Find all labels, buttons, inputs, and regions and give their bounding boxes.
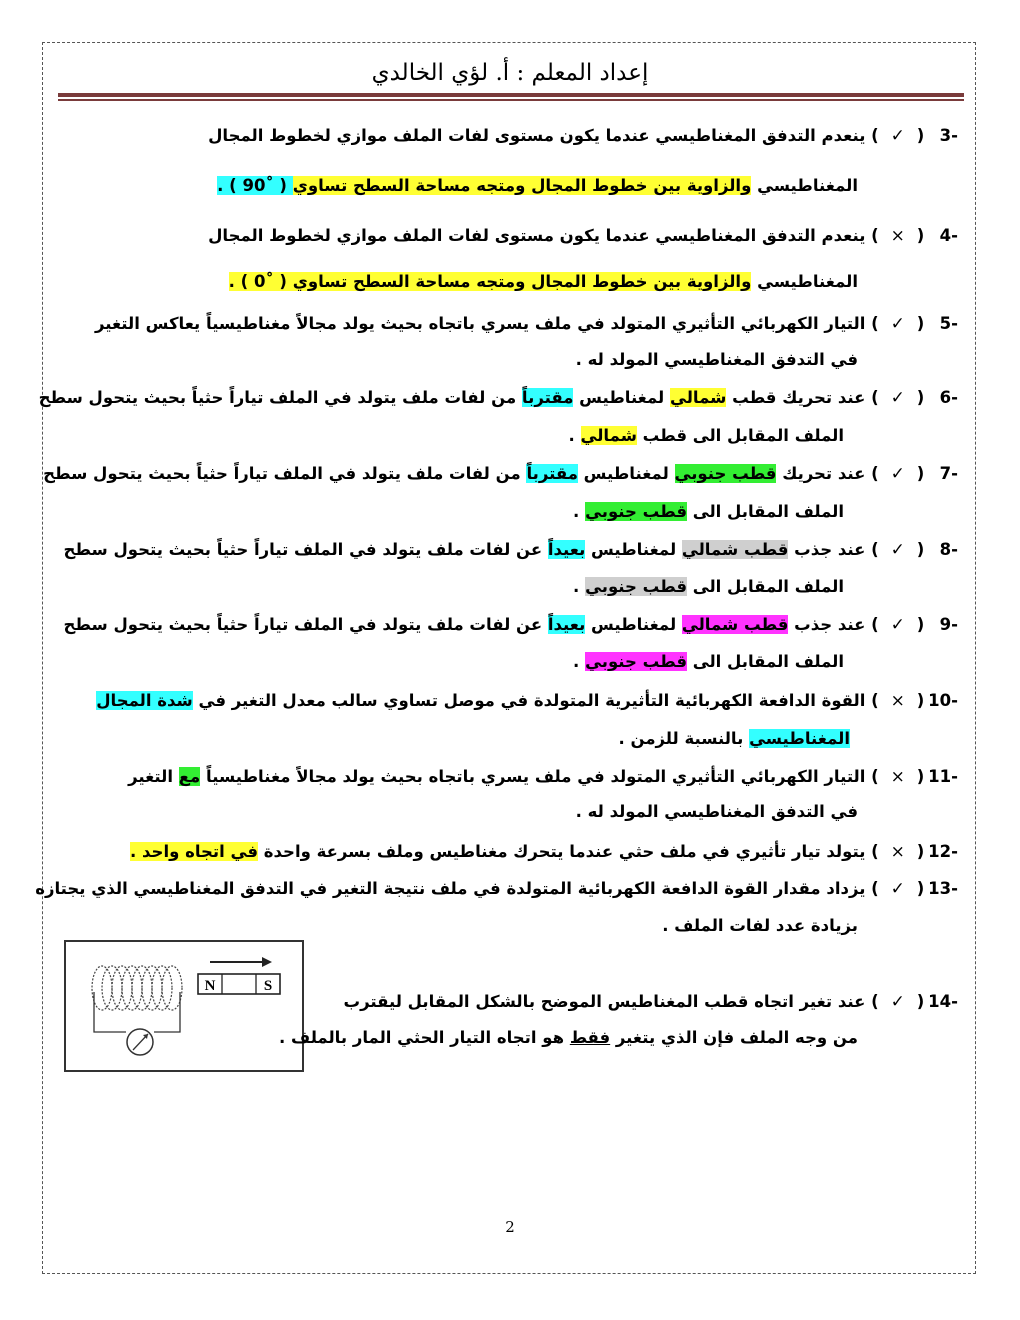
item-11-line-2: في التدفق المغناطيسي المولد له . [575, 802, 858, 821]
item-10-line-2: المغناطيسي بالنسبة للزمن . [618, 729, 850, 748]
item-number: -8 [939, 540, 958, 559]
item-number: -11 [928, 767, 958, 786]
item-3-line-2: المغناطيسي والزاوية بين خطوط المجال ومتجه مساحة السطح تساوي ( ˚90 ) . [217, 176, 858, 195]
item-9-line-2: الملف المقابل الى قطب جنوبي . [573, 652, 844, 671]
item-number: -10 [928, 691, 958, 710]
item-5-line-2: في التدفق المغناطيسي المولد له . [575, 350, 858, 369]
check-icon: ✓ [890, 314, 905, 334]
magnet-n-label: N [204, 978, 216, 994]
item-7-line-2: الملف المقابل الى قطب جنوبي . [573, 502, 844, 521]
item-6-line-2: الملف المقابل الى قطب شمالي . [568, 426, 844, 445]
cross-icon: × [890, 226, 905, 246]
item-4-line-2: المغناطيسي والزاوية بين خطوط المجال ومتجه مساحة السطح تساوي ( ˚0 ) . [228, 272, 858, 291]
magnet-s-label: S [263, 978, 273, 994]
item-number: -3 [939, 126, 958, 145]
item-8-line-2: الملف المقابل الى قطب جنوبي . [573, 577, 844, 596]
item-number: -9 [939, 615, 958, 634]
check-icon: ✓ [890, 992, 905, 1012]
item-5-line-1: -5 (✓) التيار الكهربائي التأثيري المتولد في ملف يسري باتجاه بحيث يولد مجالاً مغناطيسياً يعاكس التغير [94, 314, 958, 334]
coil-magnet-figure [64, 940, 304, 1072]
cross-icon: × [890, 842, 905, 862]
arrow-right-icon [262, 957, 272, 967]
item-11-line-1: -11 (×) التيار الكهربائي التأثيري المتولد في ملف يسري باتجاه بحيث يولد مجالاً مغناطيسياً مع التغير [128, 767, 958, 787]
item-13-line-1: -13 (✓) يزداد مقدار القوة الدافعة الكهربائية المتولدة في ملف نتيجة التغير في التدفق المغناطيسي الذي يجتازه [35, 879, 958, 899]
item-number: -6 [939, 388, 958, 407]
item-12-line-1: -12 (×) يتولد تيار تأثيري في ملف حثي عندما يتحرك مغناطيس وملف بسرعة واحدة في اتجاه واحد . [130, 842, 958, 862]
check-icon: ✓ [890, 615, 905, 635]
cross-icon: × [890, 767, 905, 787]
page-number: 2 [505, 1218, 515, 1236]
coil-magnet-diagram [66, 942, 302, 1070]
item-number: -13 [928, 879, 958, 898]
item-6-line-1: -6 (✓) عند تحريك قطب شمالي لمغناطيس مقترباً من لفات ملف يتولد في الملف تياراً حثياً بحيث يتحول سطح [38, 388, 958, 408]
check-icon: ✓ [890, 388, 905, 408]
header-author: إعداد المعلم : أ. لؤي الخالدي [371, 60, 649, 86]
item-number: -14 [928, 992, 958, 1011]
header-rule-thick [58, 93, 964, 97]
check-icon: ✓ [890, 540, 905, 560]
item-4-line-1: -4 (×) ينعدم التدفق المغناطيسي عندما يكون مستوى لفات الملف موازي لخطوط المجال [208, 226, 958, 246]
item-number: -5 [939, 314, 958, 333]
cross-icon: × [890, 691, 905, 711]
item-7-line-1: -7 (✓) عند تحريك قطب جنوبي لمغناطيس مقترباً من لفات ملف يتولد في الملف تياراً حثياً بحيث يتحول سطح [43, 464, 958, 484]
item-number: -7 [939, 464, 958, 483]
item-14-line-2: من وجه الملف فإن الذي يتغير فقط هو اتجاه التيار الحثي المار بالملف . [279, 1028, 858, 1047]
header-rule-thin [58, 99, 964, 101]
item-3-line-1: -3 (✓) ينعدم التدفق المغناطيسي عندما يكون مستوى لفات الملف موازي لخطوط المجال [208, 126, 958, 146]
item-number: -4 [939, 226, 958, 245]
item-14-line-1: -14 (✓) عند تغير اتجاه قطب المغناطيس الموضح بالشكل المقابل ليقترب [343, 992, 958, 1012]
check-icon: ✓ [890, 879, 905, 899]
item-10-line-1: -10 (×) القوة الدافعة الكهربائية التأثيرية المتولدة في موصل تساوي سالب معدل التغير في شدة المجال [96, 691, 958, 711]
item-number: -12 [928, 842, 958, 861]
item-13-line-2: بزيادة عدد لفات الملف . [662, 916, 858, 935]
check-icon: ✓ [890, 126, 905, 146]
check-icon: ✓ [890, 464, 905, 484]
item-9-line-1: -9 (✓) عند جذب قطب شمالي لمغناطيس بعيداً عن لفات ملف يتولد في الملف تياراً حثياً بحيث يتحول سطح [63, 615, 958, 635]
item-8-line-1: -8 (✓) عند جذب قطب شمالي لمغناطيس بعيداً عن لفات ملف يتولد في الملف تياراً حثياً بحيث يتحول سطح [63, 540, 958, 560]
